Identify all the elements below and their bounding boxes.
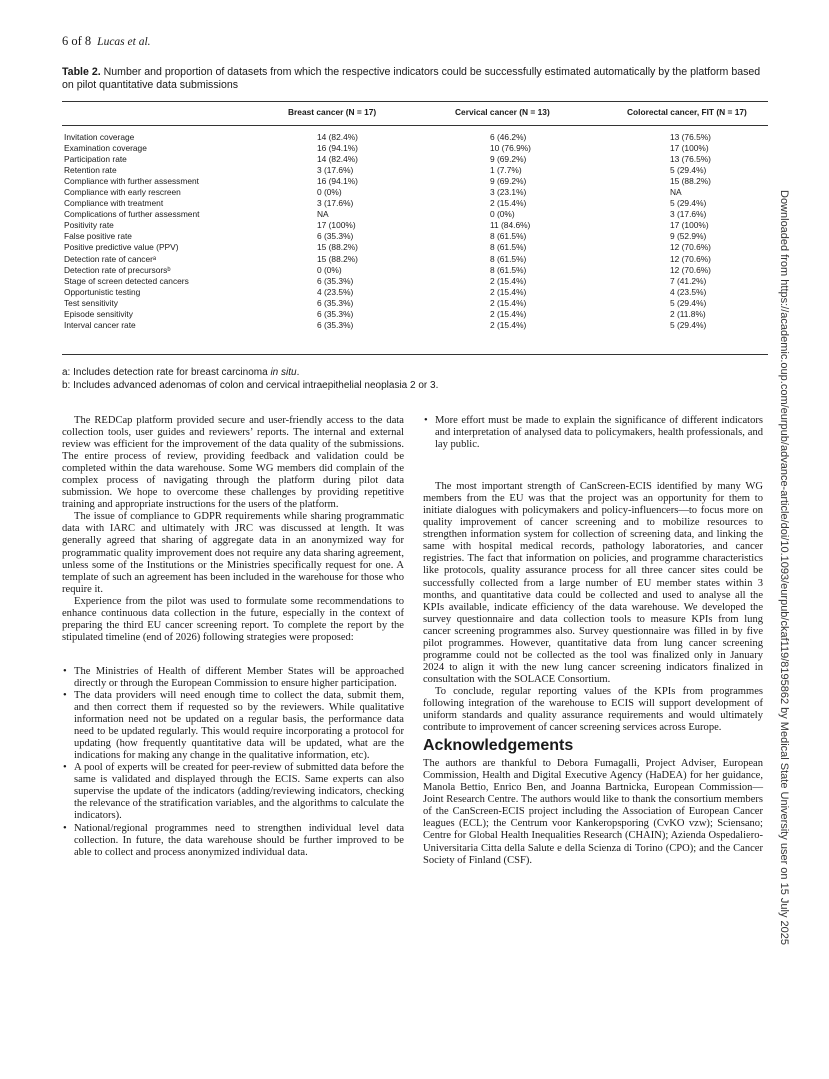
indicator-name-cell: Participation rate: [64, 154, 127, 165]
value-cell: 0 (0%): [490, 209, 515, 220]
indicator-name-cell: Stage of screen detected cancers: [64, 275, 189, 286]
list-item: • More effort must be made to explain the significance of different indicators and interpretation of analysed data to policymakers, health professionals, and lay public.: [424, 415, 763, 451]
indicator-name-cell: Detection rate of cancerᵃ: [64, 253, 157, 264]
indicator-name-cell: Compliance with further assessment: [64, 176, 199, 187]
list-item-text: More effort must be made to explain the significance of different indicators and interpretation of analysed data to policymakers, health professionals, and lay public.: [435, 415, 763, 451]
value-cell: 8 (61.5%): [490, 264, 527, 275]
indicator-name-cell: Positive predictive value (PPV): [64, 242, 179, 253]
indicator-name-cell: Test sensitivity: [64, 297, 118, 308]
table-row: [62, 276, 768, 287]
paragraph: The authors are thankful to Debora Fumagalli, Project Adviser, European Commission, Health and Digital Executive Agency (HaDEA) for her guidance, Manola Bettio, Enrico Ben, and Joanna Bartnicka, European Commission—Joint Research Centre. The authors would like to thank the consortium members of the CanScreen-ECIS project including the Association of European Cancer leagues (ECL); the Centrum voor Kankeropsporing (CvKO vzw); Sciensano; Centre for Global Health Inequalities Research (CHAIN); Azienda Ospedaliero-Universitaria Citta della Salute e della Scienza di Torino (CPO); and the Cancer Society of Finland (CSF).: [423, 758, 763, 866]
indicator-name-cell: Invitation coverage: [64, 132, 135, 142]
value-cell: 5 (29.4%): [670, 297, 707, 308]
table-row: [62, 298, 768, 309]
value-cell: 8 (61.5%): [490, 242, 527, 253]
value-cell: 16 (94.1%): [317, 176, 358, 187]
indicator-name-cell: Episode sensitivity: [64, 308, 133, 319]
table-header-cell: Cervical cancer (N = 13): [455, 107, 550, 117]
strategy-list-continued: [423, 415, 763, 451]
value-cell: 5 (29.4%): [670, 198, 707, 209]
value-cell: 3 (17.6%): [317, 198, 354, 209]
value-cell: 1 (7.7%): [490, 165, 522, 176]
value-cell: 2 (15.4%): [490, 286, 527, 297]
indicator-name-cell: Compliance with early rescreen: [64, 187, 181, 198]
indicator-name-cell: Positivity rate: [64, 220, 114, 231]
value-cell: 0 (0%): [317, 264, 342, 275]
value-cell: 9 (69.2%): [490, 154, 527, 165]
value-cell: 6 (35.3%): [317, 297, 354, 308]
value-cell: 2 (15.4%): [490, 275, 527, 286]
value-cell: 17 (100%): [317, 220, 356, 231]
table-footnotes: [62, 366, 438, 392]
value-cell: 2 (11.8%): [670, 308, 706, 319]
value-cell: 6 (35.3%): [317, 319, 354, 330]
footnote-a-italic: in situ: [270, 367, 297, 378]
value-cell: 6 (35.3%): [317, 275, 354, 286]
table-caption-label: Table 2.: [62, 66, 101, 78]
table-row: [62, 187, 768, 198]
table-row: [62, 209, 768, 220]
value-cell: 17 (100%): [670, 220, 709, 231]
paragraph: The issue of compliance to GDPR requirements while sharing programmatic data with IARC and ultimately with JRC was discussed at length. It was generally agreed that sharing of aggregate data in an anonymized way for programmatic quality improvement does not require any data sharing agreement, unless some of the Institutions or the Ministries specifically request for one. A template of such an agreement has been included in the warehouse for those who require it.: [62, 511, 404, 595]
indicator-name-cell: Retention rate: [64, 165, 117, 176]
value-cell: 2 (15.4%): [490, 319, 527, 330]
table-row: [62, 242, 768, 253]
value-cell: 4 (23.5%): [317, 286, 354, 297]
value-cell: 6 (35.3%): [317, 308, 354, 319]
value-cell: 12 (70.6%): [670, 242, 711, 253]
list-item-text: The Ministries of Health of different Member States will be approached directly or through the European Commission to ensure higher participation.: [74, 665, 404, 689]
list-item-text: National/regional programmes need to strengthen individual level data collection. In future, the data warehouse should be further improved to be able to collect and process anonymized individual data.: [74, 822, 404, 858]
value-cell: 2 (15.4%): [490, 198, 527, 209]
footnote-a-end: .: [296, 367, 300, 378]
value-cell: 2 (15.4%): [490, 308, 527, 319]
value-cell: 4 (23.5%): [670, 286, 707, 297]
section-heading: Acknowledgements: [423, 737, 574, 755]
table-row: [62, 165, 768, 176]
table-row: [62, 143, 768, 154]
indicator-name-cell: Compliance with treatment: [64, 198, 164, 209]
value-cell: 5 (29.4%): [670, 319, 707, 330]
right-column: [423, 415, 763, 867]
table-row: [62, 265, 768, 276]
page-number: 6 of 8: [62, 34, 92, 48]
table-bottom-rule: [62, 354, 768, 355]
table-row: [62, 254, 768, 265]
list-item: • National/regional programmes need to strengthen individual level data collection. In future, the data warehouse should be further improved to be able to collect and process anonymized individual data.: [63, 822, 404, 858]
value-cell: 13 (76.5%): [670, 132, 711, 142]
paragraph: The REDCap platform provided secure and user-friendly access to the data collection tools, user guides and reviewers’ reports. The internal and external review was efficient for the improvement of the data quality of the submissions. The entire process of review, providing feedback and validation could be completed within the data warehouse. Some WG members did complain of the complex process of navigating through the platform during pilot data submission. We hope to overcome these challenges by providing repetitive training and appropriate instructions for the users of the platform.: [62, 415, 404, 511]
footnote-a: [62, 366, 438, 379]
value-cell: 15 (88.2%): [317, 253, 358, 264]
value-cell: 9 (69.2%): [490, 176, 527, 187]
footnote-b: b: Includes advanced adenomas of colon and cervical intraepithelial neoplasia 2 or 3.: [62, 380, 439, 391]
list-item-text: A pool of experts will be created for peer-review of submitted data before the same is validated and displayed through the ECIS. Same experts can also supervise the update of the indicators (adding/reviewing indicators, checking the relevance of the stratification variables, and the algorithms to calculate the indicators).: [74, 762, 404, 822]
value-cell: 12 (70.6%): [670, 253, 711, 264]
value-cell: 7 (41.2%): [670, 275, 707, 286]
table-row: [62, 154, 768, 165]
table-row: [62, 320, 768, 331]
left-column: [62, 415, 404, 859]
table-header-rule: [62, 125, 768, 126]
value-cell: NA: [670, 187, 682, 198]
value-cell: 17 (100%): [670, 143, 709, 154]
value-cell: 6 (46.2%): [490, 132, 527, 142]
value-cell: 12 (70.6%): [670, 264, 711, 275]
value-cell: 10 (76.9%): [490, 143, 531, 154]
value-cell: 13 (76.5%): [670, 154, 711, 165]
value-cell: 6 (35.3%): [317, 231, 354, 242]
table-row: [62, 132, 768, 143]
table-caption: [62, 66, 772, 92]
value-cell: 3 (17.6%): [670, 209, 707, 220]
table-row: [62, 287, 768, 298]
table-row: [62, 220, 768, 231]
table-header-cell: Colorectal cancer, FIT (N = 17): [627, 107, 747, 117]
list-item: • The Ministries of Health of different Member States will be approached directly or through the European Commission to ensure higher participation.: [63, 665, 404, 689]
value-cell: NA: [317, 209, 329, 220]
footnote-a-text: a: Includes detection rate for breast carcinoma: [62, 367, 271, 378]
value-cell: 8 (61.5%): [490, 253, 527, 264]
indicator-name-cell: Complications of further assessment: [64, 209, 200, 220]
value-cell: 3 (23.1%): [490, 187, 527, 198]
table-row: [62, 231, 768, 242]
value-cell: 8 (61.5%): [490, 231, 527, 242]
paragraph: To conclude, regular reporting values of the KPIs from programmes following integration of the warehouse to ECIS will support development of uniform standards and quality assurance requirements and would ultimately contribute to improvement of cancer screening services across Europe.: [423, 685, 763, 734]
list-item: • A pool of experts will be created for peer-review of submitted data before the same is validated and displayed through the ECIS. Same experts can also supervise the update of the indicators (adding/reviewing indicators, checking the relevance of the stratification variables, and the algorithms to calculate the indicators).: [63, 762, 404, 822]
value-cell: 11 (84.6%): [490, 220, 531, 231]
table-body: [62, 132, 768, 331]
value-cell: 14 (82.4%): [317, 154, 358, 165]
table-row: [62, 198, 768, 209]
value-cell: 16 (94.1%): [317, 143, 358, 154]
list-item: • The data providers will need enough time to collect the data, submit them, and then correct them if requested so by the reviewers. While qualitative information need not be updated on a regular basis, the performance data need to be updated regularly. This would require incorporating a protocol for updating (how frequently quantitative data will be updated, what are the indications for making any change in the qualitative information, etc).: [63, 689, 404, 762]
table-top-rule: [62, 101, 768, 102]
paragraph: The most important strength of CanScreen-ECIS identified by many WG members from the EU was that the project was an opportunity for them to initiate dialogues with policymakers and policy-influencers—to focus more on quality improvement of cancer screening and to mobilize resources to strengthen information system for collection of screening data, and linking the same with hospital medical records, pathology laboratories, and cancer registries. The fact that information on policies, and programme characteristics like protocols, quality assurance process for all three cancer sites could be successfully collected from a large number of EU member states within 3 months, and quantitative data could be collected and used to analyse all the KPIs available, indicate efficiency of the data warehouse. We developed the survey questionnaire and data collection tools to measure KPIs from lung cancer screening programmes also. Survey questionnaire was filled in by five pilot programmes. However, quantitative data from lung cancer screening programme could not be collected as the tool was finalized only in January 2024 to align it with the new lung cancer screening indicators finalized in consultation with the SOLACE Consortium.: [423, 481, 763, 685]
table-row: [62, 309, 768, 320]
table-caption-text: Number and proportion of datasets from which the respective indicators could be successfully estimated automatically by the platform based on pilot quantitative data submissions: [62, 66, 761, 91]
indicator-name-cell: False positive rate: [64, 231, 132, 242]
download-notice: Downloaded from https://academic.oup.com/eurpub/advance-article/doi/10.1093/eurpub/ckaf119/8195862 by Medical State University user on 15 July 2025: [778, 190, 790, 945]
value-cell: 2 (15.4%): [490, 297, 527, 308]
indicator-name-cell: Examination coverage: [64, 143, 147, 154]
list-item-text: The data providers will need enough time to collect the data, submit them, and then correct them if requested so by the reviewers. While qualitative information need not be updated on a regular basis, the performance data need to be updated regularly. This would require incorporating a protocol for updating (how frequently quantitative data will be updated, what are the indications for making any change in the qualitative information, etc).: [74, 689, 404, 762]
value-cell: 0 (0%): [317, 187, 342, 198]
indicator-name-cell: Interval cancer rate: [64, 319, 136, 330]
value-cell: 9 (52.9%): [670, 231, 707, 242]
table-row: [62, 176, 768, 187]
paragraph: Experience from the pilot was used to formulate some recommendations to enhance continuous data collection in the future, especially in the context of preparing the third EU cancer screening report. To complete the report by the stipulated timeline (end of 2026) following strategies were proposed:: [62, 595, 404, 643]
value-cell: 3 (17.6%): [317, 165, 354, 176]
value-cell: 14 (82.4%): [317, 132, 358, 142]
page-header: [62, 34, 151, 49]
value-cell: 15 (88.2%): [670, 176, 711, 187]
value-cell: 5 (29.4%): [670, 165, 707, 176]
table-header-cell: Breast cancer (N = 17): [288, 107, 377, 117]
indicator-name-cell: Detection rate of precursorsᵇ: [64, 264, 171, 275]
strategy-list: [62, 666, 404, 859]
indicator-name-cell: Opportunistic testing: [64, 286, 141, 297]
value-cell: 15 (88.2%): [317, 242, 358, 253]
running-authors: Lucas et al.: [97, 36, 151, 48]
